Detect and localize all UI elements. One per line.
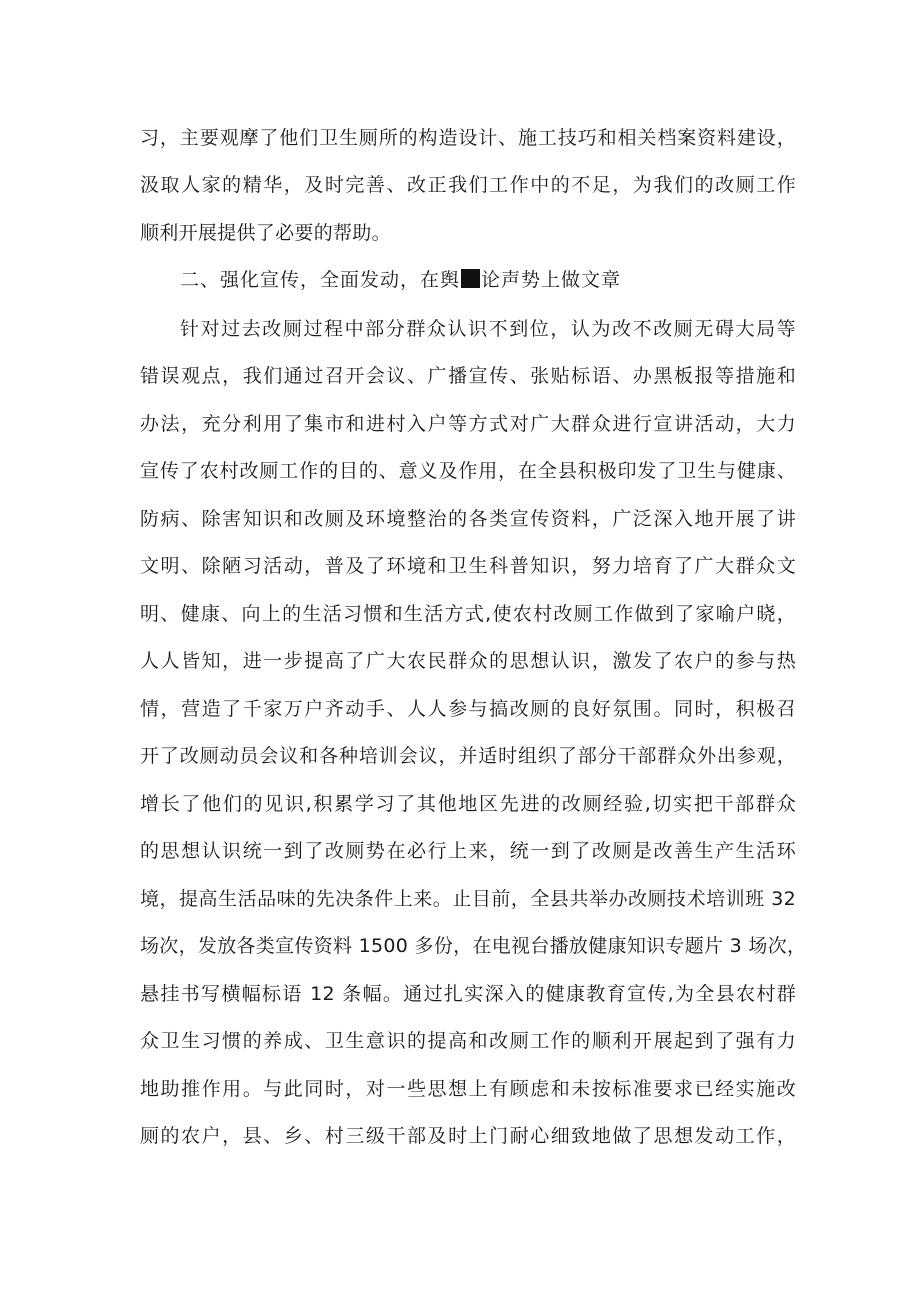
section-heading (180, 265, 621, 295)
paragraph-2-line-18: 厕的农户，县、乡、村三级干部及时上门耐心细致地做了思想发动工作， (140, 1125, 796, 1147)
paragraph-2-line-5: 防病、除害知识和改厕及环境整治的各类宣传资料，广泛深入地开展了讲 (140, 508, 796, 530)
paragraph-2-line-9: 情，营造了千家万户齐动手、人人参与搞改厕的良好氛围。同时，积极召 (140, 698, 796, 720)
paragraph-2-line-13: 境，提高生活品味的先决条件上来。止目前，全县共举办改厕技术培训班 32 (140, 888, 796, 910)
redaction-block (461, 269, 480, 288)
section-heading-text-start: 二、强化宣传，全面发动，在舆 (180, 269, 461, 291)
paragraph-2-line-12: 的思想认识统一到了改厕势在必行上来，统一到了改厕是改善生产生活环 (140, 840, 796, 862)
paragraph-2-line-10: 开了改厕动员会议和各种培训会议，并适时组织了部分干部群众外出参观， (140, 745, 796, 767)
paragraph-2-line-6: 文明、除陋习活动，普及了环境和卫生科普知识，努力培育了广大群众文 (140, 555, 796, 577)
paragraph-2-line-11: 增长了他们的见识,积累学习了其他地区先进的改厕经验,切实把干部群众 (140, 793, 796, 815)
paragraph-1-line-3: 顺利开展提供了必要的帮助。 (140, 222, 391, 244)
paragraph-2-line-1: 针对过去改厕过程中部分群众认识不到位，认为改不改厕无碍大局等 (180, 318, 796, 340)
paragraph-2-line-2: 错误观点，我们通过召开会议、广播宣传、张贴标语、办黑板报等措施和 (140, 365, 796, 387)
paragraph-2-line-15: 悬挂书写横幅标语 12 条幅。通过扎实深入的健康教育宣传,为全县农村群 (140, 983, 796, 1005)
paragraph-2-line-16: 众卫生习惯的养成、卫生意识的提高和改厕工作的顺利开展起到了强有力 (140, 1030, 796, 1052)
section-heading-text-end: 论声势上做文章 (481, 269, 622, 291)
paragraph-1-line-1: 习，主要观摩了他们卫生厕所的构造设计、施工技巧和相关档案资料建设， (140, 127, 796, 149)
paragraph-2-line-8: 人人皆知，进一步提高了广大农民群众的思想认识，激发了农户的参与热 (140, 650, 796, 672)
paragraph-2-line-4: 宣传了农村改厕工作的目的、意义及作用，在全县积极印发了卫生与健康、 (140, 460, 796, 482)
paragraph-1-line-2: 汲取人家的精华，及时完善、改正我们工作中的不足，为我们的改厕工作 (140, 174, 796, 196)
paragraph-2-line-7: 明、健康、向上的生活习惯和生活方式,使农村改厕工作做到了家喻户晓， (140, 603, 796, 625)
paragraph-2-line-3: 办法，充分利用了集市和进村入户等方式对广大群众进行宣讲活动，大力 (140, 413, 796, 435)
paragraph-2-line-14: 场次，发放各类宣传资料 1500 多份，在电视台播放健康知识专题片 3 场次， (140, 935, 807, 957)
paragraph-2-line-17: 地助推作用。与此同时，对一些思想上有顾虑和未按标准要求已经实施改 (140, 1078, 796, 1100)
